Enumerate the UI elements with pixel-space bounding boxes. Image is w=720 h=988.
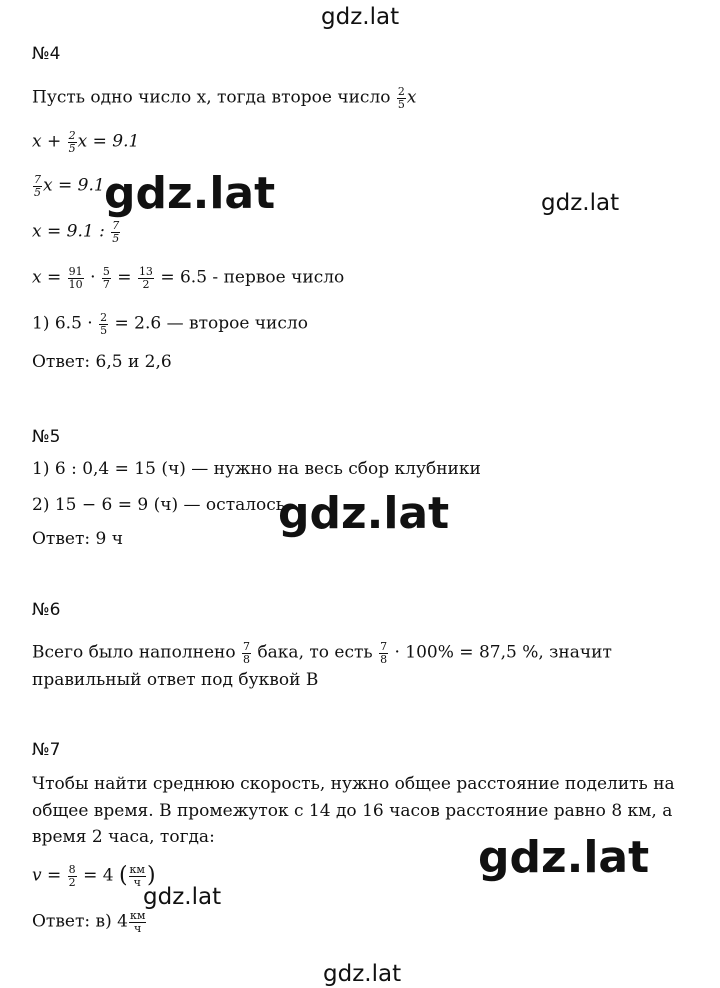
- watermark-large-3: gdz.lat: [478, 832, 650, 883]
- problem-6-line-2: правильный ответ под буквой В: [32, 670, 319, 690]
- problem-4-equation-1: x + $\frac{2}{5}$ x = 9.1: [32, 129, 140, 155]
- problem-5-line-2: 2) 15 − 6 = 9 (ч) — осталось: [32, 495, 286, 515]
- problem-4-step-1: 1) 6.5 · $\frac{2}{5}$ = 2.6 — второе число: [32, 311, 308, 337]
- problem-5-answer: Ответ: 9 ч: [32, 529, 123, 549]
- problem-7-line-1: Чтобы найти среднюю скорость, нужно общее расстояние поделить на: [32, 774, 675, 794]
- problem-4-line-1: Пусть одно число x, тогда второе число $\frac{2}{5}$ x: [32, 85, 417, 111]
- problem-4-equation-3: x = 9.1 : $\frac{7}{5}$: [32, 219, 120, 245]
- fraction: $\frac{км}{ч}$: [129, 863, 145, 889]
- fraction: $\frac{км}{ч}$: [129, 909, 146, 935]
- problem-7-line-3: время 2 часа, тогда:: [32, 827, 215, 847]
- problem-7-answer: Ответ: в) 4 $\frac{км}{ч}$: [32, 909, 146, 935]
- problem-6-heading: №6: [32, 600, 61, 620]
- watermark-bottom: gdz.lat: [323, 961, 402, 987]
- fraction: $\frac{91}{10}$: [68, 265, 83, 291]
- problem-6-line-1: Всего было наполнено $\frac{7}{8}$ бака, то есть $\frac{7}{8}$ · 100% = 87,5 %, значит: [32, 640, 612, 666]
- problem-5-line-1: 1) 6 : 0,4 = 15 (ч) — нужно на весь сбор клубники: [32, 459, 481, 479]
- problem-7-formula: v = $\frac{8}{2}$ = 4 ( $\frac{км}{ч}$ ): [32, 863, 156, 889]
- fraction: $\frac{8}{2}$: [68, 863, 76, 889]
- watermark-small-mid: gdz.lat: [143, 884, 222, 910]
- problem-4-answer: Ответ: 6,5 и 2,6: [32, 352, 172, 372]
- problem-7-heading: №7: [32, 740, 61, 760]
- fraction: $\frac{7}{5}$: [112, 219, 120, 245]
- problem-4-heading: №4: [32, 44, 61, 64]
- problem-4-equation-2: $\frac{7}{5}$ x = 9.1: [34, 173, 105, 199]
- watermark-right: gdz.lat: [541, 190, 620, 216]
- problem-5-heading: №5: [32, 427, 61, 447]
- fraction: $\frac{2}{5}$: [397, 85, 405, 111]
- fraction: $\frac{2}{5}$: [68, 129, 76, 155]
- fraction: $\frac{7}{8}$: [380, 640, 388, 666]
- watermark-large-1: gdz.lat: [104, 168, 276, 219]
- problem-7-line-2: общее время. В промежуток с 14 до 16 часов расстояние равно 8 км, а: [32, 801, 673, 821]
- fraction: $\frac{7}{8}$: [243, 640, 251, 666]
- fraction: $\frac{7}{5}$: [34, 173, 41, 199]
- problem-4-equation-4: x = $\frac{91}{10}$ · $\frac{5}{7}$ = $\frac{13}{2}$ = 6.5 - первое число: [32, 265, 345, 291]
- watermark-top: gdz.lat: [321, 4, 400, 30]
- fraction: $\frac{5}{7}$: [102, 265, 110, 291]
- fraction: $\frac{2}{5}$: [100, 311, 108, 337]
- fraction: $\frac{13}{2}$: [138, 265, 153, 291]
- watermark-large-2: gdz.lat: [278, 488, 450, 539]
